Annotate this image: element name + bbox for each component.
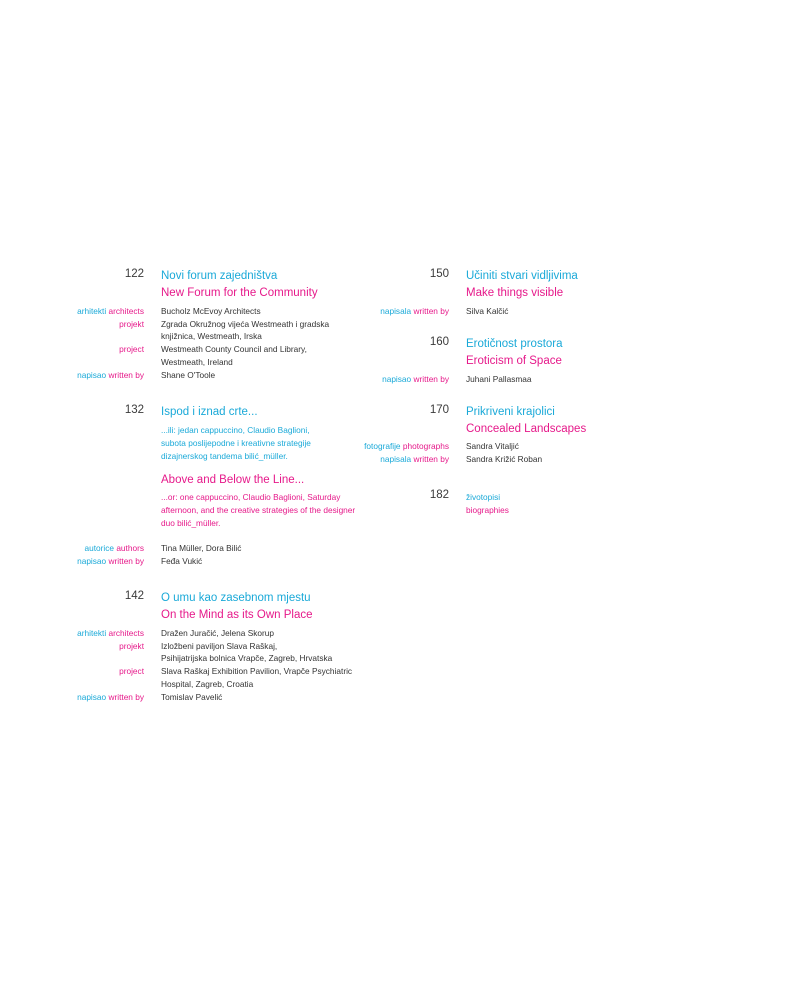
credit-value: Shane O'Toole [161,370,216,380]
credit-value: Feđa Vukić [161,556,203,566]
page-number: 182 [429,489,449,501]
title-croatian: Učiniti stvari vidljivima [466,270,578,282]
credit-label-project: project [119,666,144,676]
title-english: Above and Below the Line... [161,474,305,486]
credit-value: Tina Müller, Dora Bilić [161,543,242,553]
page-number: 122 [124,268,144,280]
title-croatian: Erotičnost prostora [466,338,563,350]
credit-value: Izložbeni paviljon Slava Raškaj, [161,641,278,651]
credit-value: Psihijatrijska bolnica Vrapče, Zagreb, Hrvatska [161,653,333,663]
credit-value: Sandra Križić Roban [466,454,543,464]
page-number: 142 [124,590,144,602]
credit-value: Sandra Vitaljić [466,441,519,451]
page-number: 170 [429,404,449,416]
title-croatian: Ispod i iznad crte... [161,406,258,418]
title-english: Make things visible [466,287,564,299]
page-number: 150 [429,268,449,280]
title-croatian: O umu kao zasebnom mjestu [161,592,311,604]
credit-value: Tomislav Pavelić [161,692,223,702]
title-english: Concealed Landscapes [466,423,587,435]
credit-value: Silva Kalčić [466,306,509,316]
credit-label-written-by: napisala written by [380,306,449,316]
credit-value: Westmeath County Council and Library, [161,344,307,354]
credit-label-projekt: projekt [119,641,144,651]
credit-label-authors: autorice authors [84,543,144,553]
credit-value: Slava Raškaj Exhibition Pavilion, Vrapče Psychiatric [161,666,353,676]
credit-value: knjižnica, Westmeath, Irska [161,331,262,341]
credit-value: Westmeath, Ireland [161,357,233,367]
page-number: 132 [124,404,144,416]
credit-label-written-by: napisao written by [77,556,144,566]
credit-label-architects: arhitekti architects [77,628,144,638]
credit-label-projekt: projekt [119,319,144,329]
credit-label-written-by: napisala written by [380,454,449,464]
title-croatian: Novi forum zajedništva [161,270,278,282]
credit-label-written-by: napisao written by [77,692,144,702]
credit-value: Bucholz McEvoy Architects [161,306,261,316]
title-croatian: Prikriveni krajolici [466,406,555,418]
credit-value: Dražen Juračić, Jelena Skorup [161,628,274,638]
credit-value: Juhani Pallasmaa [466,374,532,384]
title-english: New Forum for the Community [161,287,318,299]
credit-value: Hospital, Zagreb, Croatia [161,679,254,689]
credit-label-written-by: napisao written by [382,374,449,384]
biographies-croatian: životopisi [466,492,501,502]
credit-value: Zgrada Okružnog vijeća Westmeath i gradska [161,319,330,329]
title-english: Eroticism of Space [466,355,562,367]
credit-label-photographs: fotografije photographs [364,441,449,451]
biographies-english: biographies [466,505,509,515]
title-english: On the Mind as its Own Place [161,609,313,621]
credit-label-architects: arhitekti architects [77,306,144,316]
credit-label-project: project [119,344,144,354]
credit-label-written-by: napisao written by [77,370,144,380]
page-number: 160 [429,336,449,348]
